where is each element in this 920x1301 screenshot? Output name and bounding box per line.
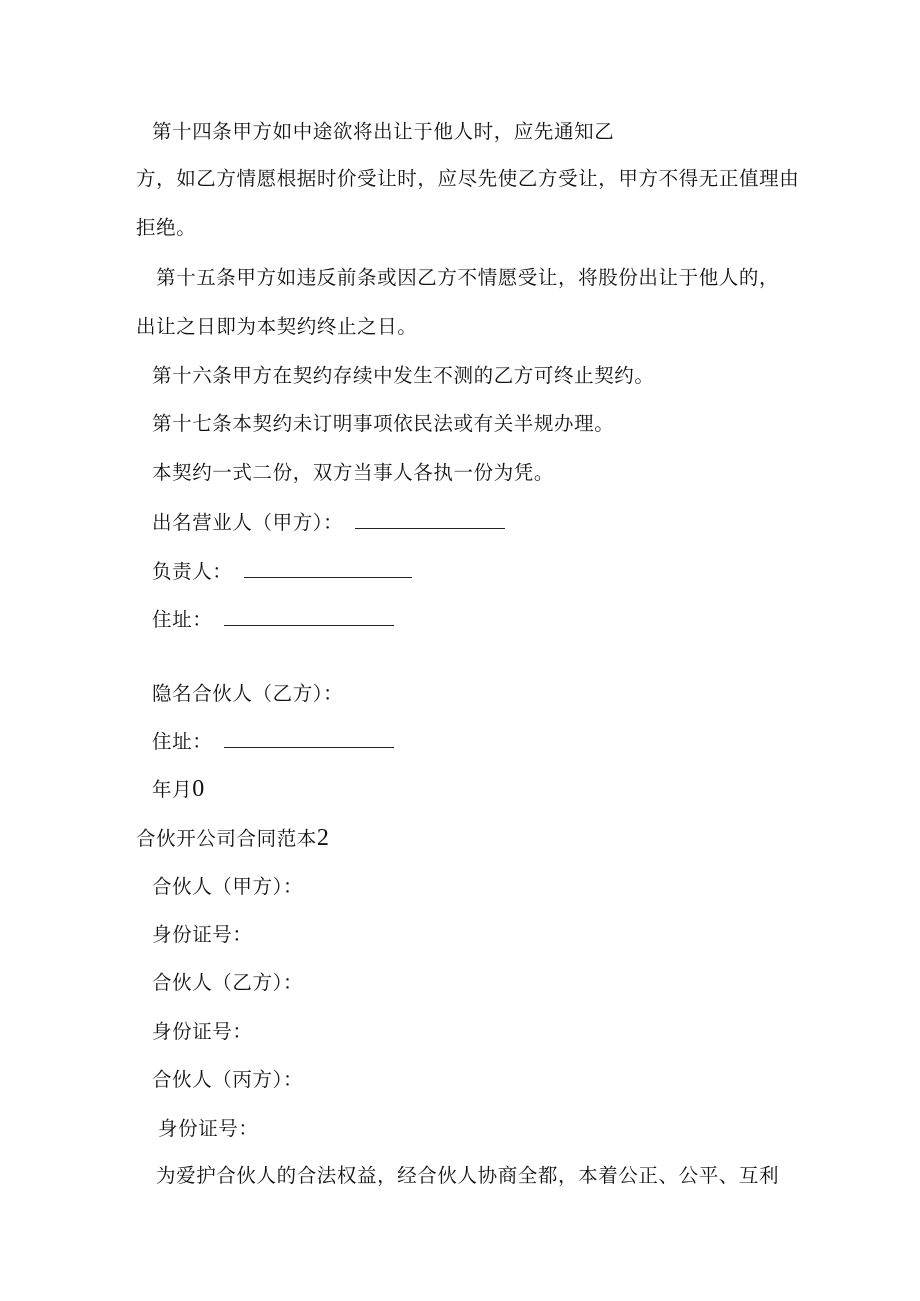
article-14-line-1: 第十四条甲方如中途欲将出让于他人时，应先通知乙 [152, 120, 615, 143]
section-title-number: 2 [316, 825, 330, 851]
signature-party-a-label: 出名营业人（甲方）： [152, 511, 344, 534]
article-14-line-3: 拒绝。 [136, 216, 197, 239]
article-15-line-1: 第十五条甲方如违反前条或因乙方不情愿受让，将股份出让于他人的， [156, 266, 780, 289]
intro-paragraph: 为爱护合伙人的合法权益，经合伙人协商全都，本着公正、公平、互利 [156, 1164, 780, 1187]
section-title-text: 合伙开公司合同范本 [136, 827, 317, 850]
address-party-a [152, 606, 394, 634]
article-16: 第十六条甲方在契约存续中发生不测的乙方可终止契约。 [152, 364, 655, 387]
id-number-c: 身份证号： [158, 1117, 259, 1140]
partner-c: 合伙人（丙方）： [152, 1068, 304, 1091]
article-15-line-2: 出让之日即为本契约终止之日。 [136, 315, 418, 338]
signature-head-label: 负责人： [152, 560, 233, 583]
article-14-line-2: 方，如乙方情愿根据时价受让时，应尽先使乙方受让，甲方不得无正值理由 [136, 167, 800, 190]
date-number: 0 [192, 776, 205, 802]
section-title-2 [136, 824, 330, 853]
date-line [152, 775, 205, 804]
id-number-a: 身份证号： [152, 923, 253, 946]
address-party-a-label: 住址： [152, 608, 213, 631]
address-party-a-blank[interactable] [224, 606, 394, 626]
signature-party-a [152, 509, 505, 537]
copies-clause: 本契约一式二份，双方当事人各执一份为凭。 [152, 461, 555, 484]
partner-a: 合伙人（甲方）： [152, 875, 304, 898]
article-17: 第十七条本契约未订明事项依民法或有关半规办理。 [152, 412, 615, 435]
date-text: 年月 [152, 778, 193, 801]
id-number-b: 身份证号： [152, 1020, 253, 1043]
address-party-b-blank[interactable] [224, 728, 394, 748]
signature-head-blank[interactable] [244, 558, 412, 578]
signature-party-a-blank[interactable] [355, 509, 505, 529]
signature-party-b: 隐名合伙人（乙方）： [152, 682, 344, 705]
address-party-b [152, 728, 394, 756]
address-party-b-label: 住址： [152, 730, 213, 753]
signature-head [152, 558, 412, 586]
partner-b: 合伙人（乙方）： [152, 971, 304, 994]
